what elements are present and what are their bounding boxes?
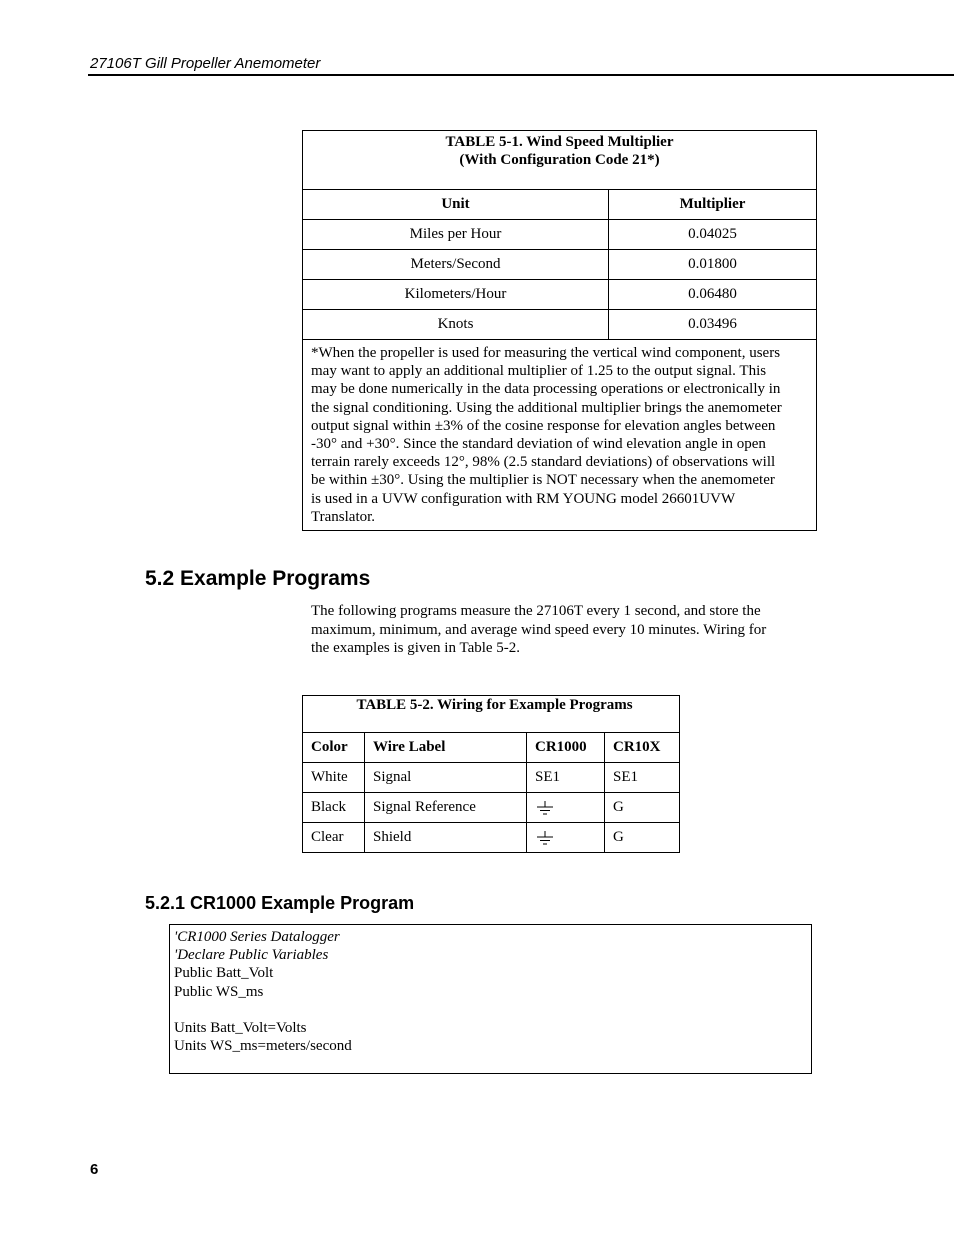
footnote-line: terrain rarely exceeds 12°, 98% (2.5 standard deviations) of observations will <box>311 454 776 471</box>
table-row <box>303 823 680 853</box>
footnote-line: the signal conditioning. Using the additional multiplier brings the anemometer <box>311 399 782 416</box>
column-header-cr10x: CR10X <box>605 733 680 763</box>
unit-cell: Kilometers/Hour <box>303 280 609 310</box>
section-heading: 5.2 Example Programs <box>145 567 371 590</box>
column-header-color: Color <box>303 733 365 763</box>
footnote-line: output signal within ±3% of the cosine response for elevation angles between <box>311 417 776 434</box>
wire-label-cell: Signal Reference <box>365 793 527 823</box>
cr1000-cell <box>527 793 605 823</box>
page-number: 6 <box>90 1161 99 1178</box>
wire-label-cell: Shield <box>365 823 527 853</box>
table-caption-line: TABLE 5-1. Wind Speed Multiplier <box>445 134 674 150</box>
wire-color-cell: Black <box>303 793 365 823</box>
unit-cell: Meters/Second <box>303 250 609 280</box>
cr10x-cell: G <box>605 823 680 853</box>
paragraph-line: the examples is given in Table 5-2. <box>311 640 521 656</box>
paragraph-line: maximum, minimum, and average wind speed every 10 minutes. Wiring for <box>311 621 767 638</box>
footnote-line: Translator. <box>311 508 376 525</box>
cr10x-cell: SE1 <box>605 763 680 793</box>
code-line: 'CR1000 Series Datalogger <box>174 929 340 945</box>
running-header: 27106T Gill Propeller Anemometer <box>90 55 321 72</box>
column-header-unit: Unit <box>303 190 609 220</box>
header-rule <box>88 74 954 76</box>
wind-speed-multiplier-table <box>302 130 817 531</box>
unit-cell: Miles per Hour <box>303 220 609 250</box>
footnote-line: *When the propeller is used for measuring the vertical wind component, users <box>311 345 781 361</box>
unit-cell: Knots <box>303 310 609 340</box>
table-caption: TABLE 5-2. Wiring for Example Programs <box>303 696 680 733</box>
table-caption-line: (With Configuration Code 21*) <box>459 152 660 168</box>
cr1000-cell: SE1 <box>527 763 605 793</box>
cr1000-cell <box>527 823 605 853</box>
footnote-line: may want to apply an additional multiplier of 1.25 to the output signal. This <box>311 363 767 380</box>
multiplier-cell: 0.06480 <box>609 280 817 310</box>
footnote-line: -30° and +30°. Since the standard deviation of wind elevation angle in open <box>311 436 766 453</box>
subsection-heading: 5.2.1 CR1000 Example Program <box>145 893 415 913</box>
code-line: Public Batt_Volt <box>174 965 274 982</box>
code-line: Units WS_ms=meters/second <box>174 1038 352 1055</box>
wiring-table <box>302 695 680 853</box>
code-listing <box>169 924 812 1074</box>
table-row <box>303 763 680 793</box>
code-line: Public WS_ms <box>174 983 264 1000</box>
table-footnote <box>303 340 817 531</box>
table-row <box>303 280 817 310</box>
multiplier-cell: 0.04025 <box>609 220 817 250</box>
footnote-line: be within ±30°. Using the multiplier is NOT necessary when the anemometer <box>311 472 775 489</box>
footnote-line: is used in a UVW configuration with RM YOUNG model 26601UVW <box>311 490 736 507</box>
code-line: 'Declare Public Variables <box>174 947 329 964</box>
paragraph-line: The following programs measure the 27106T every 1 second, and store the <box>311 603 761 619</box>
multiplier-cell: 0.01800 <box>609 250 817 280</box>
code-line <box>174 1001 807 1019</box>
cr10x-cell: G <box>605 793 680 823</box>
footnote-line: may be done numerically in the data processing operations or electronically in <box>311 381 781 398</box>
wire-color-cell: White <box>303 763 365 793</box>
multiplier-cell: 0.03496 <box>609 310 817 340</box>
table-caption <box>303 131 817 190</box>
intro-paragraph <box>311 602 801 658</box>
column-header-wire-label: Wire Label <box>365 733 527 763</box>
table-row <box>303 220 817 250</box>
ground-icon <box>535 800 555 816</box>
column-header-multiplier: Multiplier <box>609 190 817 220</box>
wire-label-cell: Signal <box>365 763 527 793</box>
wire-color-cell: Clear <box>303 823 365 853</box>
table-row <box>303 793 680 823</box>
ground-icon <box>535 830 555 846</box>
table-row <box>303 310 817 340</box>
code-line: Units Batt_Volt=Volts <box>174 1020 307 1036</box>
column-header-cr1000: CR1000 <box>527 733 605 763</box>
table-row <box>303 250 817 280</box>
